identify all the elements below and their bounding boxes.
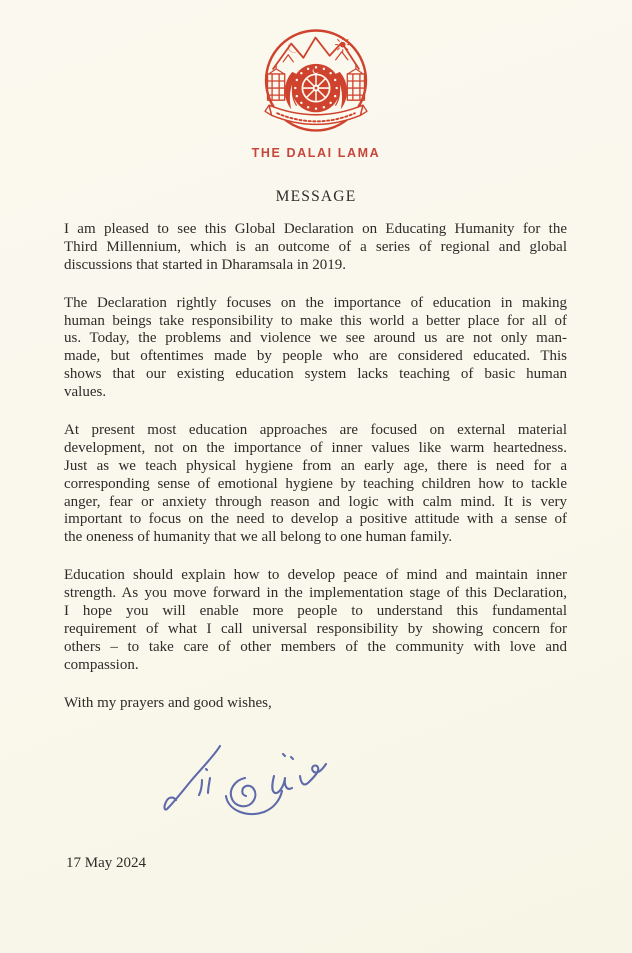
text-line: made, but oftentimes made by people who are considered educated. This [64, 348, 567, 365]
text-line: The Declaration rightly focuses on the importance of education in making [64, 294, 567, 311]
paragraph [64, 221, 567, 275]
text-line: us. Today, the problems and violence we see around us are not only man- [64, 330, 567, 347]
text-line: human beings take responsibility to make this world a better place for all of [64, 312, 567, 329]
text-line: strength. As you move forward in the implementation stage of this Declaration, [64, 585, 567, 602]
text-line: compassion. [64, 656, 139, 673]
text-line: Education should explain how to develop peace of mind and maintain inner [64, 567, 567, 584]
letter-body [64, 221, 567, 713]
paragraph [64, 295, 567, 402]
text-line: values. [64, 384, 107, 401]
paragraph [64, 567, 567, 674]
text-line: Third Millennium, which is an outcome of a series of regional and global [64, 238, 567, 255]
message-title: MESSAGE [275, 188, 357, 205]
text-line: I am pleased to see this Global Declaration on Educating Humanity for the [64, 221, 567, 237]
date-line: 17 May 2024 [66, 855, 146, 871]
signature-handwriting [150, 736, 330, 834]
text-line: requirement of what I call universal responsibility by showing concern for [64, 620, 567, 637]
text-line: Just as we teach physical hygiene from an early age, there is need for a [64, 457, 567, 474]
text-line: discussions that started in Dharamsala in 2019. [64, 256, 347, 273]
text-line: At present most education approaches are focused on external material [64, 422, 567, 439]
text-line: important to focus on the need to develop a positive attitude with a sense of [64, 511, 567, 528]
text-line: shows that our existing education system lacks teaching of basic human [64, 366, 567, 383]
dalai-lama-seal-icon [263, 27, 369, 137]
text-line: I hope you will enable more people to understand this fundamental [64, 603, 567, 620]
text-line: corresponding sense of emotional hygiene by teaching children how to tackle [64, 475, 567, 492]
closing-line: With my prayers and good wishes, [64, 694, 272, 711]
text-line: others – to take care of other members of the community with love and [64, 638, 567, 655]
text-line: anger, fear or anxiety through reason and logic with calm mind. It is very [64, 493, 567, 510]
paragraph [64, 422, 567, 547]
text-line: the oneness of humanity that we all belong to one human family. [64, 529, 453, 546]
text-line: development, not on the importance of inner values like warm heartedness. [64, 439, 567, 456]
letterhead-name: THE DALAI LAMA [251, 146, 381, 160]
